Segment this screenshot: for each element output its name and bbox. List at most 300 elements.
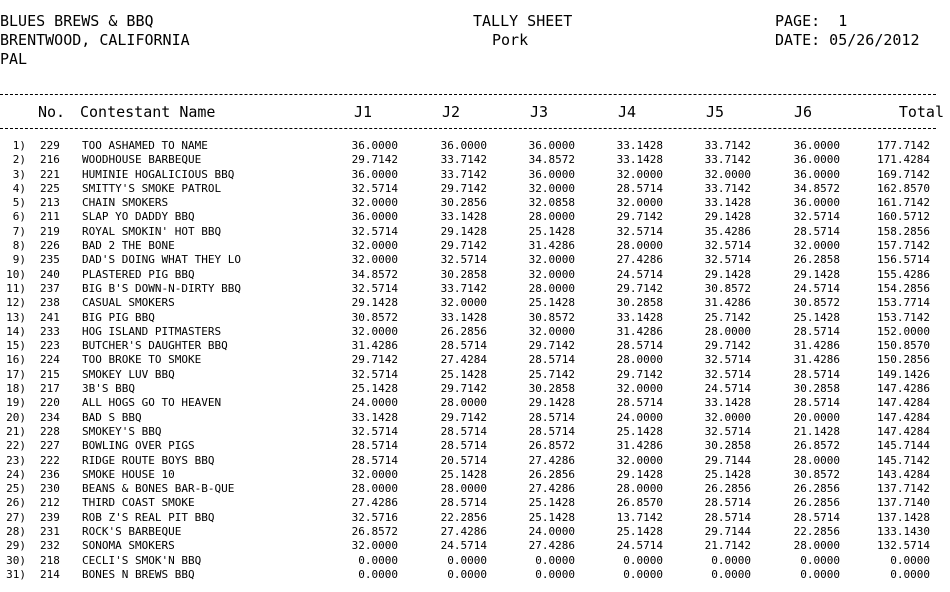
judge3-score-cell: 36.0000 bbox=[528, 139, 575, 152]
col-header-j4: J4 bbox=[617, 103, 636, 121]
total-score-cell: 169.7142 bbox=[877, 167, 930, 181]
judge3-score-cell: 32.0000 bbox=[528, 267, 575, 281]
rank-cell: 8) bbox=[12, 239, 26, 253]
entry-number-cell: 213 bbox=[40, 196, 60, 210]
judge2-score-cell: 28.0000 bbox=[440, 482, 487, 496]
judge6-score-cell: 32.0000 bbox=[793, 239, 840, 253]
judge3-score-cell: 0.0000 bbox=[535, 567, 575, 581]
judge3-score-cell: 26.8572 bbox=[528, 439, 575, 453]
judge5-score-cell: 26.2856 bbox=[704, 482, 751, 496]
judge6-score-cell: 34.8572 bbox=[793, 181, 840, 195]
org-name: BLUES BREWS & BBQ bbox=[0, 12, 154, 30]
total-score-cell: 145.7144 bbox=[877, 439, 930, 453]
entry-number-cell: 237 bbox=[40, 281, 60, 295]
rank-cell: 25) bbox=[6, 482, 26, 496]
judge6-score-cell: 26.2856 bbox=[793, 482, 840, 496]
judge2-score-cell: 29.7142 bbox=[440, 410, 487, 424]
judge4-score-cell: 33.1428 bbox=[616, 139, 663, 152]
contestant-name-cell: SONOMA SMOKERS bbox=[82, 539, 175, 553]
judge6-score-cell: 21.1428 bbox=[793, 424, 840, 438]
table-row bbox=[0, 139, 936, 153]
judge2-score-cell: 32.0000 bbox=[440, 296, 487, 310]
total-score-cell: 147.4284 bbox=[877, 410, 930, 424]
contestant-name-cell: ROB Z'S REAL PIT BBQ bbox=[82, 510, 215, 524]
judge6-score-cell: 32.5714 bbox=[793, 210, 840, 224]
total-score-cell: 158.2856 bbox=[877, 224, 930, 238]
table-row bbox=[0, 225, 936, 239]
judge1-score-cell: 36.0000 bbox=[351, 139, 398, 152]
contestant-name-cell: SLAP YO DADDY BBQ bbox=[82, 210, 195, 224]
entry-number-cell: 212 bbox=[40, 496, 60, 510]
judge2-score-cell: 33.1428 bbox=[440, 310, 487, 324]
sheet-title: TALLY SHEET bbox=[473, 12, 573, 30]
judge4-score-cell: 33.1428 bbox=[616, 153, 663, 167]
entry-number-cell: 223 bbox=[40, 339, 60, 353]
col-header-j5: J5 bbox=[705, 103, 724, 121]
judge3-score-cell: 28.5714 bbox=[528, 353, 575, 367]
judge2-score-cell: 28.5714 bbox=[440, 339, 487, 353]
entry-number-cell: 227 bbox=[40, 439, 60, 453]
judge2-score-cell: 33.7142 bbox=[440, 281, 487, 295]
judge2-score-cell: 25.1428 bbox=[440, 467, 487, 481]
rank-cell: 18) bbox=[6, 382, 26, 396]
rank-cell: 31) bbox=[6, 567, 26, 581]
judge6-score-cell: 30.2858 bbox=[793, 382, 840, 396]
judge4-score-cell: 32.0000 bbox=[616, 382, 663, 396]
rank-cell: 12) bbox=[6, 296, 26, 310]
judge3-score-cell: 28.5714 bbox=[528, 410, 575, 424]
judge1-score-cell: 32.5714 bbox=[351, 424, 398, 438]
judge3-score-cell: 32.0000 bbox=[528, 253, 575, 267]
judge5-score-cell: 29.7144 bbox=[704, 453, 751, 467]
table-row bbox=[0, 525, 936, 539]
judge3-score-cell: 25.1428 bbox=[528, 496, 575, 510]
judge5-score-cell: 29.1428 bbox=[704, 267, 751, 281]
judge5-score-cell: 33.7142 bbox=[704, 153, 751, 167]
judge3-score-cell: 25.1428 bbox=[528, 296, 575, 310]
contestant-name-cell: HUMINIE HOGALICIOUS BBQ bbox=[82, 167, 235, 181]
entry-number-cell: 228 bbox=[40, 424, 60, 438]
entry-number-cell: 231 bbox=[40, 525, 60, 539]
rank-cell: 29) bbox=[6, 539, 26, 553]
judge4-score-cell: 28.5714 bbox=[616, 339, 663, 353]
rank-cell: 9) bbox=[12, 253, 26, 267]
total-score-cell: 149.1426 bbox=[877, 367, 930, 381]
rank-cell: 19) bbox=[6, 396, 26, 410]
rank-cell: 10) bbox=[6, 267, 26, 281]
total-score-cell: 137.7142 bbox=[877, 482, 930, 496]
judge2-score-cell: 29.7142 bbox=[440, 239, 487, 253]
total-score-cell: 161.7142 bbox=[877, 196, 930, 210]
judge2-score-cell: 29.7142 bbox=[440, 181, 487, 195]
judge2-score-cell: 27.4284 bbox=[440, 353, 487, 367]
contestant-name-cell: CASUAL SMOKERS bbox=[82, 296, 175, 310]
rank-cell: 1) bbox=[12, 139, 26, 152]
col-header-j3: J3 bbox=[529, 103, 548, 121]
entry-number-cell: 224 bbox=[40, 353, 60, 367]
judge1-score-cell: 0.0000 bbox=[358, 553, 398, 567]
judge1-score-cell: 32.0000 bbox=[351, 467, 398, 481]
judge4-score-cell: 31.4286 bbox=[616, 324, 663, 338]
results-table bbox=[0, 139, 936, 582]
judge4-score-cell: 27.4286 bbox=[616, 253, 663, 267]
contestant-name-cell: ROCK'S BARBEQUE bbox=[82, 525, 182, 539]
judge6-score-cell: 28.5714 bbox=[793, 510, 840, 524]
judge1-score-cell: 33.1428 bbox=[351, 410, 398, 424]
table-row bbox=[0, 296, 936, 310]
table-row bbox=[0, 339, 936, 353]
entry-number-cell: 239 bbox=[40, 510, 60, 524]
judge4-score-cell: 24.5714 bbox=[616, 267, 663, 281]
contestant-name-cell: ROYAL SMOKIN' HOT BBQ bbox=[82, 224, 222, 238]
table-row bbox=[0, 325, 936, 339]
judge2-score-cell: 33.1428 bbox=[440, 210, 487, 224]
table-row bbox=[0, 468, 936, 482]
total-score-cell: 143.4284 bbox=[877, 467, 930, 481]
entry-number-cell: 238 bbox=[40, 296, 60, 310]
judge3-score-cell: 32.0000 bbox=[528, 181, 575, 195]
judge5-score-cell: 33.7142 bbox=[704, 139, 751, 152]
entry-number-cell: 216 bbox=[40, 153, 60, 167]
table-row bbox=[0, 496, 936, 510]
total-score-cell: 147.4284 bbox=[877, 396, 930, 410]
col-header-name: Contestant Name bbox=[80, 103, 216, 121]
contestant-name-cell: PLASTERED PIG BBQ bbox=[82, 267, 195, 281]
judge6-score-cell: 0.0000 bbox=[800, 553, 840, 567]
judge2-score-cell: 20.5714 bbox=[440, 453, 487, 467]
col-header-j1: J1 bbox=[353, 103, 372, 121]
judge5-score-cell: 28.0000 bbox=[704, 324, 751, 338]
entry-number-cell: 232 bbox=[40, 539, 60, 553]
judge5-score-cell: 0.0000 bbox=[711, 553, 751, 567]
rank-cell: 6) bbox=[12, 210, 26, 224]
total-score-cell: 155.4286 bbox=[877, 267, 930, 281]
total-score-cell: 160.5712 bbox=[877, 210, 930, 224]
table-row bbox=[0, 168, 936, 182]
judge2-score-cell: 28.0000 bbox=[440, 396, 487, 410]
judge3-score-cell: 25.7142 bbox=[528, 367, 575, 381]
judge2-score-cell: 32.5714 bbox=[440, 253, 487, 267]
table-row bbox=[0, 554, 936, 568]
total-score-cell: 150.2856 bbox=[877, 353, 930, 367]
judge6-score-cell: 36.0000 bbox=[793, 196, 840, 210]
judge4-score-cell: 31.4286 bbox=[616, 439, 663, 453]
rank-cell: 7) bbox=[12, 224, 26, 238]
total-score-cell: 153.7142 bbox=[877, 310, 930, 324]
judge4-score-cell: 13.7142 bbox=[616, 510, 663, 524]
judge4-score-cell: 32.0000 bbox=[616, 167, 663, 181]
judge2-score-cell: 36.0000 bbox=[440, 139, 487, 152]
judge1-score-cell: 25.1428 bbox=[351, 382, 398, 396]
table-row bbox=[0, 282, 936, 296]
judge2-score-cell: 28.5714 bbox=[440, 496, 487, 510]
contestant-name-cell: CHAIN SMOKERS bbox=[82, 196, 169, 210]
entry-number-cell: 211 bbox=[40, 210, 60, 224]
table-row bbox=[0, 268, 936, 282]
table-row bbox=[0, 353, 936, 367]
judge3-score-cell: 31.4286 bbox=[528, 239, 575, 253]
contestant-name-cell: BAD 2 THE BONE bbox=[82, 239, 175, 253]
judge4-score-cell: 28.0000 bbox=[616, 482, 663, 496]
rank-cell: 2) bbox=[12, 153, 26, 167]
judge4-score-cell: 29.1428 bbox=[616, 467, 663, 481]
code: PAL bbox=[0, 50, 28, 68]
table-row bbox=[0, 210, 936, 224]
judge3-score-cell: 24.0000 bbox=[528, 525, 575, 539]
total-score-cell: 137.1428 bbox=[877, 510, 930, 524]
table-row bbox=[0, 511, 936, 525]
table-row bbox=[0, 454, 936, 468]
rank-cell: 28) bbox=[6, 525, 26, 539]
contestant-name-cell: TOO BROKE TO SMOKE bbox=[82, 353, 202, 367]
judge1-score-cell: 29.1428 bbox=[351, 296, 398, 310]
rank-cell: 30) bbox=[6, 553, 26, 567]
total-score-cell: 147.4284 bbox=[877, 424, 930, 438]
judge5-score-cell: 31.4286 bbox=[704, 296, 751, 310]
judge6-score-cell: 29.1428 bbox=[793, 267, 840, 281]
judge4-score-cell: 28.5714 bbox=[616, 181, 663, 195]
rank-cell: 26) bbox=[6, 496, 26, 510]
total-score-cell: 162.8570 bbox=[877, 181, 930, 195]
contestant-name-cell: BAD S BBQ bbox=[82, 410, 142, 424]
entry-number-cell: 234 bbox=[40, 410, 60, 424]
table-row bbox=[0, 396, 936, 410]
judge2-score-cell: 26.2856 bbox=[440, 324, 487, 338]
contestant-name-cell: DAD'S DOING WHAT THEY LO bbox=[82, 253, 241, 267]
total-score-cell: 145.7142 bbox=[877, 453, 930, 467]
judge6-score-cell: 22.2856 bbox=[793, 525, 840, 539]
table-row bbox=[0, 153, 936, 167]
judge5-score-cell: 28.5714 bbox=[704, 496, 751, 510]
report-date: DATE: 05/26/2012 bbox=[775, 31, 920, 49]
contestant-name-cell: ALL HOGS GO TO HEAVEN bbox=[82, 396, 222, 410]
entry-number-cell: 229 bbox=[40, 139, 60, 152]
contestant-name-cell: TOO ASHAMED TO NAME bbox=[82, 139, 208, 152]
judge1-score-cell: 32.0000 bbox=[351, 539, 398, 553]
judge2-score-cell: 33.7142 bbox=[440, 167, 487, 181]
judge3-score-cell: 27.4286 bbox=[528, 482, 575, 496]
judge3-score-cell: 32.0000 bbox=[528, 324, 575, 338]
judge5-score-cell: 25.7142 bbox=[704, 310, 751, 324]
judge2-score-cell: 22.2856 bbox=[440, 510, 487, 524]
judge5-score-cell: 25.1428 bbox=[704, 467, 751, 481]
judge1-score-cell: 32.0000 bbox=[351, 196, 398, 210]
judge4-score-cell: 28.0000 bbox=[616, 239, 663, 253]
entry-number-cell: 235 bbox=[40, 253, 60, 267]
judge6-score-cell: 26.2858 bbox=[793, 253, 840, 267]
category: Pork bbox=[492, 31, 529, 49]
table-row bbox=[0, 482, 936, 496]
contestant-name-cell: SMOKEY LUV BBQ bbox=[82, 367, 175, 381]
judge1-score-cell: 29.7142 bbox=[351, 353, 398, 367]
judge5-score-cell: 29.1428 bbox=[704, 210, 751, 224]
judge6-score-cell: 36.0000 bbox=[793, 153, 840, 167]
rank-cell: 13) bbox=[6, 310, 26, 324]
judge4-score-cell: 32.0000 bbox=[616, 196, 663, 210]
col-header-j6: J6 bbox=[793, 103, 812, 121]
total-score-cell: 147.4286 bbox=[877, 382, 930, 396]
entry-number-cell: 226 bbox=[40, 239, 60, 253]
contestant-name-cell: CECLI'S SMOK'N BBQ bbox=[82, 553, 202, 567]
entry-number-cell: 215 bbox=[40, 367, 60, 381]
judge6-score-cell: 31.4286 bbox=[793, 353, 840, 367]
table-row bbox=[0, 311, 936, 325]
contestant-name-cell: BONES N BREWS BBQ bbox=[82, 567, 195, 581]
col-header-total: Total bbox=[898, 103, 944, 121]
total-score-cell: 157.7142 bbox=[877, 239, 930, 253]
judge3-score-cell: 25.1428 bbox=[528, 510, 575, 524]
entry-number-cell: 220 bbox=[40, 396, 60, 410]
judge6-score-cell: 25.1428 bbox=[793, 310, 840, 324]
judge2-score-cell: 29.7142 bbox=[440, 382, 487, 396]
judge1-score-cell: 29.7142 bbox=[351, 153, 398, 167]
judge1-score-cell: 28.5714 bbox=[351, 453, 398, 467]
contestant-name-cell: BEANS & BONES BAR-B-QUE bbox=[82, 482, 235, 496]
judge4-score-cell: 25.1428 bbox=[616, 525, 663, 539]
judge4-score-cell: 24.0000 bbox=[616, 410, 663, 424]
judge6-score-cell: 26.2856 bbox=[793, 496, 840, 510]
judge3-score-cell: 29.1428 bbox=[528, 396, 575, 410]
judge3-score-cell: 32.0858 bbox=[528, 196, 575, 210]
judge5-score-cell: 33.1428 bbox=[704, 396, 751, 410]
judge4-score-cell: 24.5714 bbox=[616, 539, 663, 553]
rank-cell: 3) bbox=[12, 167, 26, 181]
judge3-score-cell: 28.0000 bbox=[528, 281, 575, 295]
judge4-score-cell: 33.1428 bbox=[616, 310, 663, 324]
judge1-score-cell: 28.0000 bbox=[351, 482, 398, 496]
judge5-score-cell: 28.5714 bbox=[704, 510, 751, 524]
judge5-score-cell: 35.4286 bbox=[704, 224, 751, 238]
judge4-score-cell: 26.8570 bbox=[616, 496, 663, 510]
total-score-cell: 156.5714 bbox=[877, 253, 930, 267]
col-header-no: No. bbox=[38, 103, 66, 121]
table-row bbox=[0, 425, 936, 439]
total-score-cell: 153.7714 bbox=[877, 296, 930, 310]
rank-cell: 16) bbox=[6, 353, 26, 367]
judge3-score-cell: 36.0000 bbox=[528, 167, 575, 181]
table-row bbox=[0, 182, 936, 196]
entry-number-cell: 233 bbox=[40, 324, 60, 338]
judge6-score-cell: 30.8572 bbox=[793, 296, 840, 310]
judge1-score-cell: 36.0000 bbox=[351, 210, 398, 224]
judge5-score-cell: 32.5714 bbox=[704, 253, 751, 267]
judge5-score-cell: 32.5714 bbox=[704, 424, 751, 438]
contestant-name-cell: WOODHOUSE BARBEQUE bbox=[82, 153, 202, 167]
contestant-name-cell: BIG PIG BBQ bbox=[82, 310, 155, 324]
entry-number-cell: 219 bbox=[40, 224, 60, 238]
judge6-score-cell: 20.0000 bbox=[793, 410, 840, 424]
judge2-score-cell: 25.1428 bbox=[440, 367, 487, 381]
judge6-score-cell: 36.0000 bbox=[793, 139, 840, 152]
entry-number-cell: 221 bbox=[40, 167, 60, 181]
judge3-score-cell: 26.2856 bbox=[528, 467, 575, 481]
contestant-name-cell: RIDGE ROUTE BOYS BBQ bbox=[82, 453, 215, 467]
contestant-name-cell: THIRD COAST SMOKE bbox=[82, 496, 195, 510]
judge6-score-cell: 28.5714 bbox=[793, 367, 840, 381]
judge2-score-cell: 33.7142 bbox=[440, 153, 487, 167]
judge4-score-cell: 32.5714 bbox=[616, 224, 663, 238]
contestant-name-cell: BIG B'S DOWN-N-DIRTY BBQ bbox=[82, 281, 241, 295]
judge6-score-cell: 28.0000 bbox=[793, 453, 840, 467]
rank-cell: 14) bbox=[6, 324, 26, 338]
judge6-score-cell: 30.8572 bbox=[793, 467, 840, 481]
judge4-score-cell: 29.7142 bbox=[616, 210, 663, 224]
judge5-score-cell: 32.0000 bbox=[704, 410, 751, 424]
judge4-score-cell: 30.2858 bbox=[616, 296, 663, 310]
judge4-score-cell: 28.0000 bbox=[616, 353, 663, 367]
judge6-score-cell: 28.5714 bbox=[793, 324, 840, 338]
judge2-score-cell: 0.0000 bbox=[447, 567, 487, 581]
entry-number-cell: 214 bbox=[40, 567, 60, 581]
contestant-name-cell: SMOKEY'S BBQ bbox=[82, 424, 162, 438]
location: BRENTWOOD, CALIFORNIA bbox=[0, 31, 190, 49]
total-score-cell: 152.0000 bbox=[877, 324, 930, 338]
table-row bbox=[0, 411, 936, 425]
judge1-score-cell: 36.0000 bbox=[351, 167, 398, 181]
judge6-score-cell: 26.8572 bbox=[793, 439, 840, 453]
judge1-score-cell: 32.5714 bbox=[351, 281, 398, 295]
judge6-score-cell: 28.5714 bbox=[793, 224, 840, 238]
entry-number-cell: 217 bbox=[40, 382, 60, 396]
judge5-score-cell: 33.7142 bbox=[704, 181, 751, 195]
judge5-score-cell: 32.5714 bbox=[704, 367, 751, 381]
contestant-name-cell: SMITTY'S SMOKE PATROL bbox=[82, 181, 222, 195]
table-row bbox=[0, 439, 936, 453]
judge3-score-cell: 27.4286 bbox=[528, 539, 575, 553]
judge4-score-cell: 29.7142 bbox=[616, 367, 663, 381]
judge2-score-cell: 30.2858 bbox=[440, 267, 487, 281]
page-number: PAGE: 1 bbox=[775, 12, 848, 30]
contestant-name-cell: 3B'S BBQ bbox=[82, 382, 135, 396]
table-row bbox=[0, 382, 936, 396]
total-score-cell: 171.4284 bbox=[877, 153, 930, 167]
table-row bbox=[0, 539, 936, 553]
judge6-score-cell: 28.5714 bbox=[793, 396, 840, 410]
entry-number-cell: 240 bbox=[40, 267, 60, 281]
rank-cell: 4) bbox=[12, 181, 26, 195]
judge4-score-cell: 0.0000 bbox=[623, 567, 663, 581]
judge1-score-cell: 27.4286 bbox=[351, 496, 398, 510]
rank-cell: 22) bbox=[6, 439, 26, 453]
judge1-score-cell: 34.8572 bbox=[351, 267, 398, 281]
header-rule-bottom bbox=[0, 128, 936, 129]
judge1-score-cell: 32.0000 bbox=[351, 239, 398, 253]
judge2-score-cell: 28.5714 bbox=[440, 439, 487, 453]
judge5-score-cell: 0.0000 bbox=[711, 567, 751, 581]
judge4-score-cell: 25.1428 bbox=[616, 424, 663, 438]
judge1-score-cell: 32.5714 bbox=[351, 181, 398, 195]
entry-number-cell: 230 bbox=[40, 482, 60, 496]
judge1-score-cell: 32.5714 bbox=[351, 224, 398, 238]
judge5-score-cell: 29.7142 bbox=[704, 339, 751, 353]
judge1-score-cell: 32.0000 bbox=[351, 324, 398, 338]
judge3-score-cell: 30.8572 bbox=[528, 310, 575, 324]
total-score-cell: 137.7140 bbox=[877, 496, 930, 510]
judge1-score-cell: 32.5714 bbox=[351, 367, 398, 381]
table-row bbox=[0, 196, 936, 210]
judge1-score-cell: 24.0000 bbox=[351, 396, 398, 410]
judge3-score-cell: 29.7142 bbox=[528, 339, 575, 353]
judge2-score-cell: 28.5714 bbox=[440, 424, 487, 438]
judge2-score-cell: 0.0000 bbox=[447, 553, 487, 567]
col-header-j2: J2 bbox=[441, 103, 460, 121]
judge1-score-cell: 31.4286 bbox=[351, 339, 398, 353]
contestant-name-cell: BOWLING OVER PIGS bbox=[82, 439, 195, 453]
judge1-score-cell: 30.8572 bbox=[351, 310, 398, 324]
judge3-score-cell: 27.4286 bbox=[528, 453, 575, 467]
judge2-score-cell: 24.5714 bbox=[440, 539, 487, 553]
rank-cell: 15) bbox=[6, 339, 26, 353]
